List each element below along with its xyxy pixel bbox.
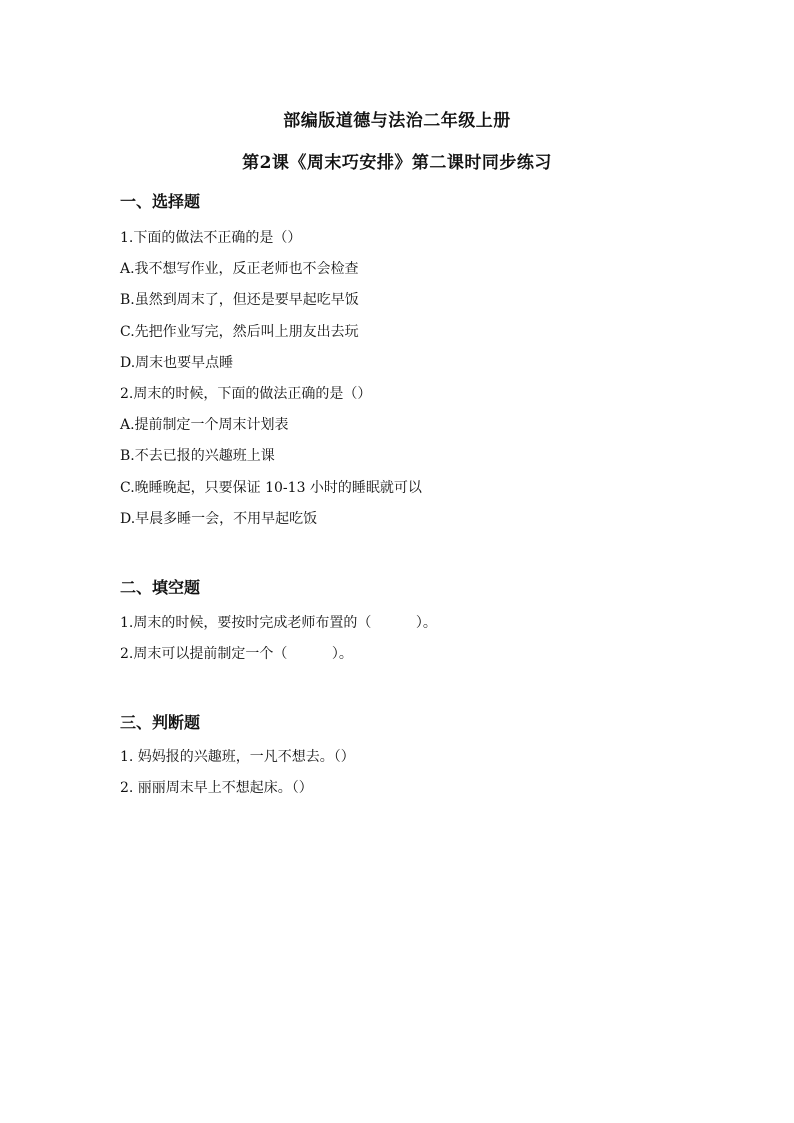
question-line: 1.下面的做法不正确的是（） (120, 230, 302, 246)
option-line: C.先把作业写完，然后叫上朋友出去玩 (120, 324, 359, 340)
option-line: C.晚睡晚起，只要保证 10-13 小时的睡眠就可以 (120, 480, 422, 496)
option-line: B.不去已报的兴趣班上课 (120, 448, 275, 464)
option-line: A.提前制定一个周末计划表 (120, 417, 289, 433)
question-line: 2.周末可以提前制定一个（ ）。 (120, 646, 353, 662)
question-line: 1. 妈妈报的兴趣班，一凡不想去。（） (120, 749, 355, 765)
section-heading-choice: 一、选择题 (120, 192, 201, 211)
document-title: 部编版道德与法治二年级上册 (283, 111, 511, 131)
option-line: D.早晨多睡一会，不用早起吃饭 (120, 511, 318, 527)
question-line: 2. 丽丽周末早上不想起床。（） (120, 780, 313, 796)
section-heading-fill-blank: 二、填空题 (120, 578, 201, 597)
question-line: 2.周末的时候，下面的做法正确的是（） (120, 386, 372, 402)
question-line: 1.周末的时候，要按时完成老师布置的（ ）。 (120, 615, 437, 631)
section-heading-true-false: 三、判断题 (120, 713, 201, 732)
option-line: A.我不想写作业，反正老师也不会检查 (120, 261, 359, 277)
option-line: D.周末也要早点睡 (120, 355, 234, 371)
option-line: B.虽然到周末了，但还是要早起吃早饭 (120, 292, 359, 308)
document-subtitle: 第2课《周末巧安排》第二课时同步练习 (242, 153, 552, 173)
